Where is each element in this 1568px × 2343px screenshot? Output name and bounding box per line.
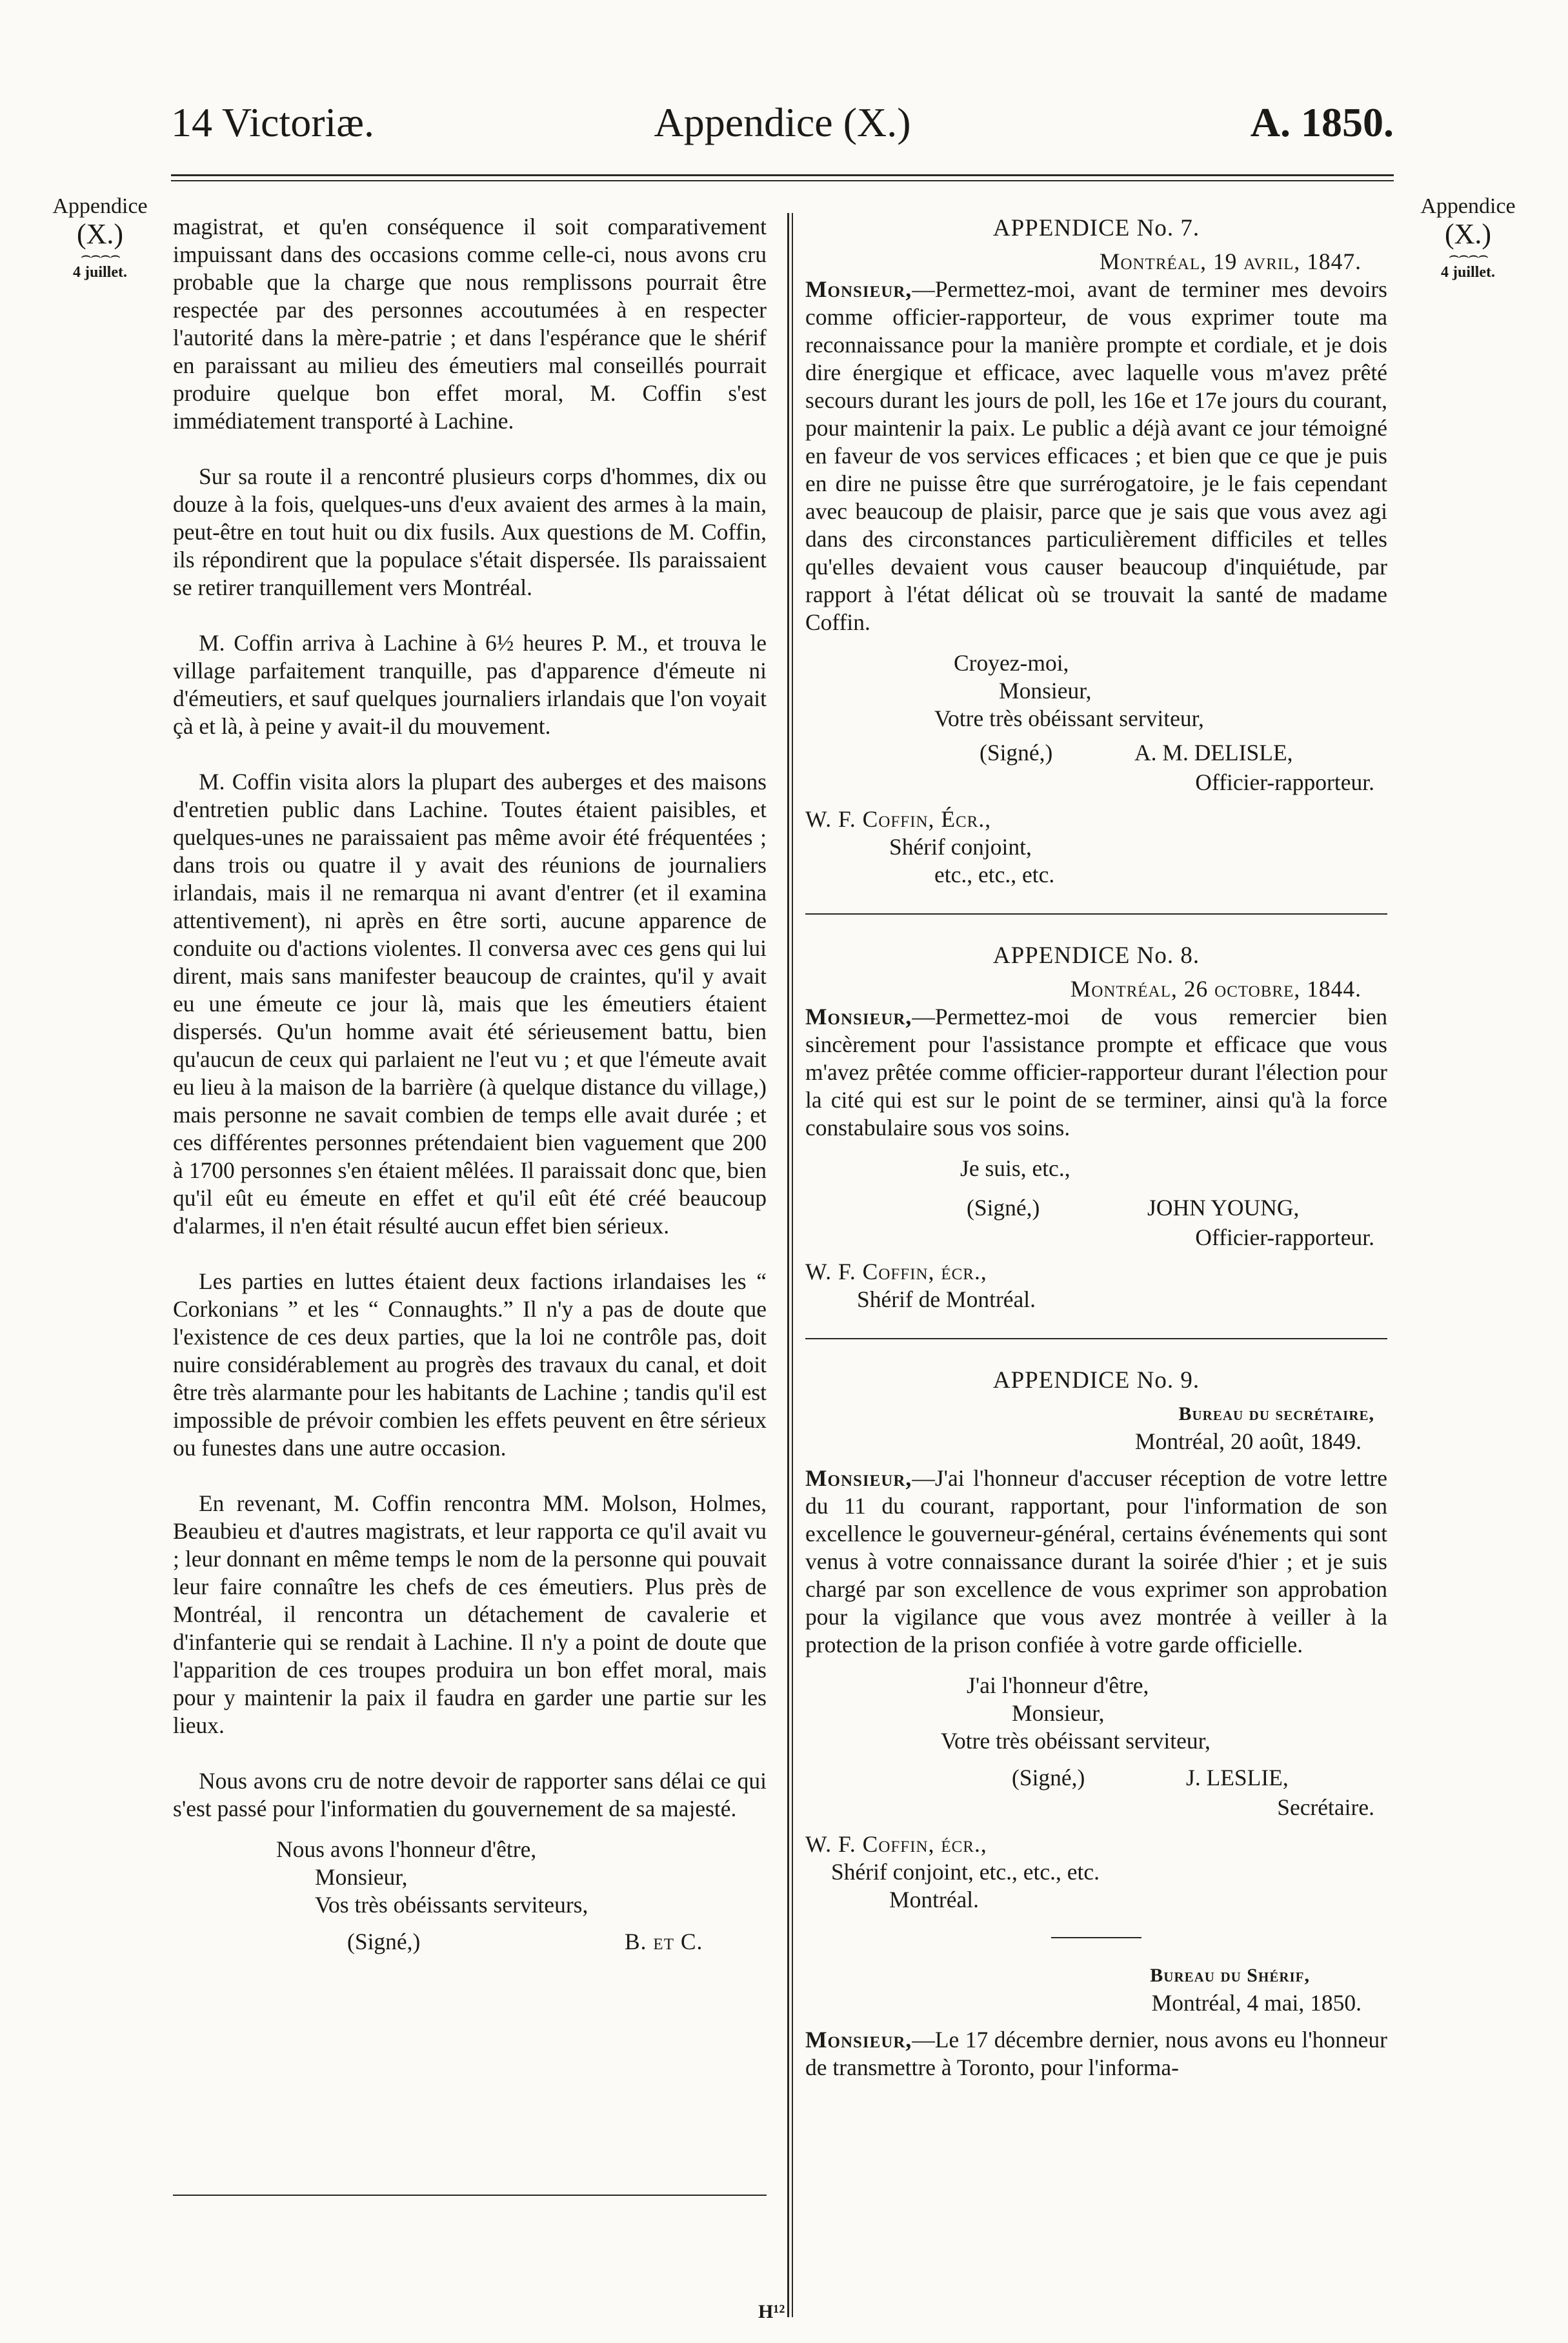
closing-line: Croyez-moi,	[954, 650, 1069, 676]
addressee-line: Shérif conjoint, etc., etc., etc.	[831, 1859, 1100, 1885]
closing	[805, 649, 1387, 733]
signe-label: (Signé,)	[980, 740, 1053, 766]
margin-word: Appendice	[1420, 194, 1516, 218]
signature-row	[805, 1194, 1387, 1224]
running-header	[171, 97, 1394, 148]
signe-label: (Signé,)	[347, 1929, 421, 1954]
closing-line: J'ai l'honneur d'être,	[967, 1672, 1149, 1698]
appendix-title: APPENDICE No. 7.	[992, 215, 1200, 241]
body-text: —Permettez-moi, avant de terminer mes devoirs comme officier-rapporteur, de vous exprimer toute ma reconnaissance pour la manière prompte et cordiale, et je dois dire énergique et efficace, avec laquelle vous m'avez prêté secours durant les jours de poll, les 16e et 17e jours du courant, pour maintenir la paix. Le public a déjà avant ce jour témoigné en faveur de vos services efficaces ; et bien que ce que je puis en dire ne puisse être que surrérogatoire, je le fais cependant avec beaucoup de plaisir, parce que je sais que vous avez agi dans des circonstances particulièrement difficiles et telles qu'elles devaient vous causer beaucoup d'inquiétude, par rapport à l'état délicat où se trouvait la santé de madame Coffin.	[805, 276, 1387, 635]
header-right: A. 1850.	[1250, 99, 1394, 145]
addressee-line: etc., etc., etc.	[934, 862, 1055, 888]
sherif-letter	[805, 1962, 1387, 2082]
paragraph: Nous avons cru de notre devoir de rapporter sans délai ce qui s'est passé pour l'informatien du gouvernement de sa majesté.	[173, 1768, 767, 1821]
paragraph: magistrat, et qu'en conséquence il soit comparativement impuissant dans des occasions comme celle-ci, nous avons cru probable que la charge que nous remplissons pourrait être respectée par des personnes accoutumées à en respecter l'autorité dans la mère-patrie ; et dans l'espérance que le shérif en paraissant au milieu des émeutiers mal conseillés pourrait produire quelque bon effet moral, M. Coffin s'est immédiatement transporté à Lachine.	[173, 214, 767, 434]
paragraph: Sur sa route il a rencontré plusieurs corps d'hommes, dix ou douze à la fois, quelques-uns d'eux avaient des armes à la main, peut-être en tout huit ou dix fusils. Aux questions de M. Coffin, ils répondirent que la populace s'était dispersée. Ils paraissaient se retirer tranquillement vers Montréal.	[173, 463, 767, 600]
paragraph: Les parties en luttes étaient deux factions irlandaises les “ Corkonians ” et les “ Connaughts.” Il n'y a pas de doute que l'existence de ces deux parties, que la loi ne contrôle pas, doit nuire considérablement au progrès des travaux du canal, et doit être très alarmante pour les habitants de Lachine ; tandis qu'il est impossible de prévoir combien les effets peuvent en être sérieux ou funestes dans une autre occasion.	[173, 1268, 767, 1461]
closing	[805, 1155, 1387, 1182]
addressee	[805, 1258, 1387, 1314]
margin-note-right	[1407, 194, 1529, 283]
addressee-name: W. F. Coffin, écr.,	[805, 1259, 987, 1284]
closing-line: Monsieur,	[315, 1864, 408, 1890]
salutation: Monsieur,	[805, 2027, 912, 2053]
signatory: J. LESLIE,	[1186, 1765, 1289, 1790]
margin-letter: (X.)	[76, 218, 124, 250]
place-date: Montréal, 26 octobre, 1844.	[1070, 976, 1362, 1002]
place-date: Montréal, 19 avril, 1847.	[1099, 249, 1362, 274]
office-name: Bureau du Shérif,	[1150, 1965, 1310, 1986]
addressee-line: Shérif de Montréal.	[857, 1286, 1036, 1312]
column-divider-thin	[792, 213, 793, 2317]
closing-line: Je suis, etc.,	[960, 1155, 1070, 1181]
margin-word: Appendice	[52, 194, 148, 218]
closing-line: Monsieur,	[999, 678, 1092, 704]
paragraph: En revenant, M. Coffin rencontra MM. Molson, Holmes, Beaubieu et d'autres magistrats, et leur rapporta ce qu'il avait vu ; leur donnant en même temps le nom de la personne qui pouvait leur faire connaître les chefs de ces émeutiers. Plus près de Montréal, il rencontra un détachement de cavalerie et d'infanterie qui se rendait à Lachine. Il n'y a point de doute que l'apparition de ces troupes produira un bon effet moral, mais pour y maintenir la paix il faudra en garder une partie sur les lieux.	[173, 1490, 767, 1738]
signatory-role: Secrétaire.	[1277, 1794, 1374, 1820]
brace-icon: ⌢⌢⌢⌢	[1448, 246, 1488, 265]
appendix-title: APPENDICE No. 9.	[992, 1367, 1200, 1394]
signatory: B. et C.	[625, 1929, 703, 1954]
office-name: Bureau du secrétaire,	[1178, 1403, 1374, 1425]
header-center: Appendice (X.)	[654, 99, 911, 145]
signature-row	[173, 1928, 767, 1967]
closing-line: Votre très obéissant serviteur,	[941, 1728, 1211, 1754]
left-column	[173, 213, 767, 1967]
closing	[173, 1836, 767, 1919]
salutation: Monsieur,	[805, 276, 912, 302]
header-left: 14 Victoriæ.	[171, 99, 374, 145]
signatory: JOHN YOUNG,	[1147, 1195, 1300, 1221]
margin-date: 4 juillet.	[73, 264, 127, 281]
column-end-rule	[173, 2195, 767, 2196]
letter-body	[805, 1465, 1387, 1659]
paragraph: M. Coffin visita alors la plupart des auberges et des maisons d'entretien public dans Lachine. Toutes étaient paisibles, et quelques-unes ne paraissaient pas même avoir été fréquentées ; dans trois ou quatre il y avait des réunions de journaliers irlandais, mais il ne remarqua ni avant d'entrer (et il examina attentivement), ni après en être sorti, aucune apparence de conduite ou d'actions violentes. Il conversa avec ces gens qui lui dirent, mais sans manifester beaucoup de craintes, qu'il y avait eu une émeute ce jour là, mais que les émeutiers étaient dispersés. Qu'un homme avait été sérieusement battu, bien qu'aucun de ceux qui parlaient ne l'eut vu ; et que l'émeute avait eu lieu à la maison de la barrière (à quelque distance du village,) mais personne ne savait combien de temps elle avait durée ; et ces différentes personnes prétendaient bien vaguement que 200 à 1700 personnes s'en étaient mêlées. Il paraissait donc que, bien qu'il eût eu émeute en effet et qu'il eût été créé beaucoup d'alarmes, il n'en était résulté aucun effet bien sérieux.	[173, 769, 767, 1239]
addressee	[805, 806, 1387, 889]
body-text: —J'ai l'honneur d'accuser réception de votre lettre du 11 du courant, rapportant, pour l'information de son excellence le gouverneur-général, certains événements qui sont venus à votre connaissance durant la soirée d'hier ; et je suis chargé par son excellence de vous exprimer son approbation pour la vigilance que vous avez montrée à veiller à la protection de la prison confiée à votre garde officielle.	[805, 1465, 1387, 1658]
section-rule	[805, 913, 1387, 915]
appendix-title: APPENDICE No. 8.	[992, 942, 1200, 969]
brace-icon: ⌢⌢⌢⌢	[80, 246, 120, 265]
signatory: A. M. DELISLE,	[1134, 740, 1293, 766]
margin-note-left	[39, 194, 161, 283]
letter-body	[805, 1003, 1387, 1142]
signature-row	[805, 739, 1387, 769]
header-rule-thin	[171, 180, 1394, 181]
closing-line: Vos très obéissants serviteurs,	[315, 1892, 588, 1918]
paragraph: M. Coffin arriva à Lachine à 6½ heures P. M., et trouva le village parfaitement tranquille, pas d'apparence d'émeute ni d'émeutiers, et sauf quelques journaliers irlandais que l'on voyait çà et là, à peine y avait-il du mouvement.	[173, 630, 767, 739]
addressee-name: W. F. Coffin, Écr.,	[805, 806, 992, 832]
addressee-name: W. F. Coffin, écr.,	[805, 1831, 987, 1857]
header-rule	[171, 174, 1394, 176]
appendix-9	[805, 1365, 1387, 1914]
signatory-role: Officier-rapporteur.	[1195, 769, 1374, 795]
closing-line: Monsieur,	[1012, 1700, 1105, 1726]
signatory-role: Officier-rapporteur.	[1195, 1224, 1374, 1250]
margin-date: 4 juillet.	[1441, 264, 1495, 281]
addressee	[805, 1831, 1387, 1914]
closing-line: Votre très obéissant serviteur,	[934, 705, 1204, 731]
salutation: Monsieur,	[805, 1004, 912, 1030]
signe-label: (Signé,)	[1012, 1765, 1085, 1790]
appendix-7	[805, 213, 1387, 889]
appendix-8	[805, 940, 1387, 1314]
closing-line: Nous avons l'honneur d'être,	[276, 1836, 537, 1862]
salutation: Monsieur,	[805, 1465, 912, 1491]
folio: H¹²	[758, 2301, 785, 2322]
addressee-line: Montréal.	[889, 1887, 980, 1912]
margin-letter: (X.)	[1444, 218, 1492, 250]
signature-row	[805, 1764, 1387, 1794]
right-column	[805, 213, 1387, 2082]
body-text: —Permettez-moi de vous remercier bien sincèrement pour l'assistance prompte et efficace que vous m'avez prêtée comme officier-rapporteur durant l'élection pour la cité qui est sur le point de se terminer, ainsi qu'à la force constabulaire sous vos soins.	[805, 1004, 1387, 1141]
closing	[805, 1672, 1387, 1755]
body-text: —Le 17 décembre dernier, nous avons eu l'honneur de transmettre à Toronto, pour l'informa-	[805, 2027, 1387, 2080]
letter-body	[805, 2026, 1387, 2082]
addressee-line: Shérif conjoint,	[889, 834, 1032, 860]
section-rule	[805, 1338, 1387, 1339]
signe-label: (Signé,)	[967, 1195, 1040, 1221]
short-rule	[1051, 1937, 1141, 1938]
place-date: Montréal, 20 août, 1849.	[1135, 1428, 1362, 1454]
place-date: Montréal, 4 mai, 1850.	[1151, 1990, 1362, 2016]
letter-body	[805, 276, 1387, 636]
column-divider	[787, 213, 789, 2317]
